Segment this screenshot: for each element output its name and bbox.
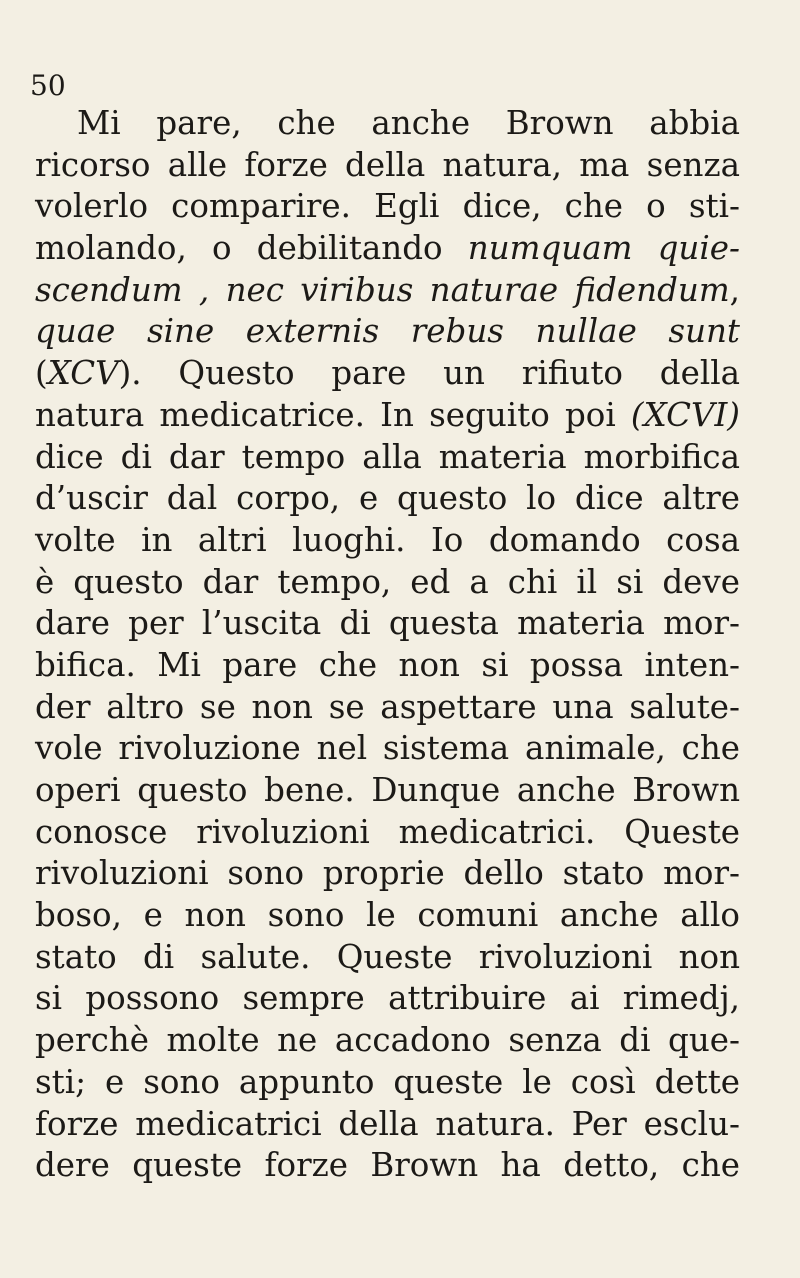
text-segment: bifica. Mi pare che non si possa inten- xyxy=(35,645,740,684)
text-segment: rivoluzioni sono proprie dello stato mor- xyxy=(35,854,740,893)
text-line xyxy=(35,770,740,812)
text-segment: dere queste forze Brown ha detto, che xyxy=(35,1146,740,1185)
text-segment: d’uscir dal corpo, e questo lo dice altre xyxy=(35,479,740,518)
text-line xyxy=(35,478,740,520)
text-line xyxy=(35,1062,740,1104)
text-segment: ( xyxy=(35,354,48,393)
text-line xyxy=(35,1020,740,1062)
text-segment: natura medicatrice. In seguito poi xyxy=(35,395,631,434)
text-segment: operi questo bene. Dunque anche Brown xyxy=(35,771,740,809)
text-line xyxy=(35,186,740,228)
text-line xyxy=(35,937,740,979)
text-segment: boso, e non sono le comuni anche allo xyxy=(35,896,740,935)
text-line xyxy=(35,895,740,937)
text-line xyxy=(35,228,740,270)
text-line xyxy=(35,520,740,562)
text-line xyxy=(35,437,740,479)
text-line xyxy=(35,1145,740,1187)
text-segment: sti; e sono appunto queste le così dette xyxy=(35,1062,740,1101)
text-line xyxy=(35,812,740,854)
text-segment: molando, o debilitando xyxy=(35,229,468,268)
text-line xyxy=(35,978,740,1020)
text-segment: dice di dar tempo alla materia morbifica xyxy=(35,437,740,476)
text-line xyxy=(35,270,740,312)
text-segment: , xyxy=(729,270,740,309)
text-line xyxy=(35,353,740,395)
text-segment: vole rivoluzione nel sistema animale, che xyxy=(35,729,740,768)
text-line xyxy=(35,645,740,687)
text-segment: ). Questo pare un rifiuto della xyxy=(118,354,740,393)
text-segment: dare per l’uscita di questa materia mor- xyxy=(35,604,740,643)
text-line xyxy=(35,395,740,437)
text-segment: volte in altri luoghi. Io domando cosa xyxy=(35,520,740,559)
text-segment: ricorso alle forze della natura, ma senza xyxy=(35,145,740,184)
text-line xyxy=(35,103,740,145)
body-text xyxy=(35,103,740,1187)
text-segment: forze medicatrici della natura. Per esclu- xyxy=(35,1104,740,1143)
text-segment: conosce rivoluzioni medicatrici. Queste xyxy=(35,812,740,851)
text-segment: è questo dar tempo, ed a chi il si deve xyxy=(35,562,740,601)
italic-text: XCV xyxy=(47,354,119,393)
italic-text: quae sine externis rebus nullae sunt xyxy=(35,312,740,351)
text-line xyxy=(35,562,740,604)
text-segment: volerlo comparire. Egli dice, che o sti- xyxy=(35,187,740,226)
text-line xyxy=(35,728,740,770)
text-segment: stato di salute. Queste rivoluzioni non xyxy=(35,937,740,976)
page-number: 50 xyxy=(30,69,66,102)
italic-text: numquam quie- xyxy=(467,229,740,268)
italic-text: scendum , nec viribus naturae fidendum xyxy=(35,270,730,309)
text-segment: perchè molte ne accadono senza di que- xyxy=(35,1021,740,1060)
text-line xyxy=(35,853,740,895)
text-segment: Mi pare, che anche Brown abbia xyxy=(77,104,740,142)
text-line xyxy=(35,1104,740,1146)
italic-text: (XCVI) xyxy=(630,395,740,434)
text-line xyxy=(35,603,740,645)
text-line xyxy=(35,311,740,353)
text-line xyxy=(35,145,740,187)
text-segment: si possono sempre attribuire ai rimedj, xyxy=(35,979,740,1018)
text-line xyxy=(35,687,740,729)
text-segment: der altro se non se aspettare una salute- xyxy=(35,687,740,726)
